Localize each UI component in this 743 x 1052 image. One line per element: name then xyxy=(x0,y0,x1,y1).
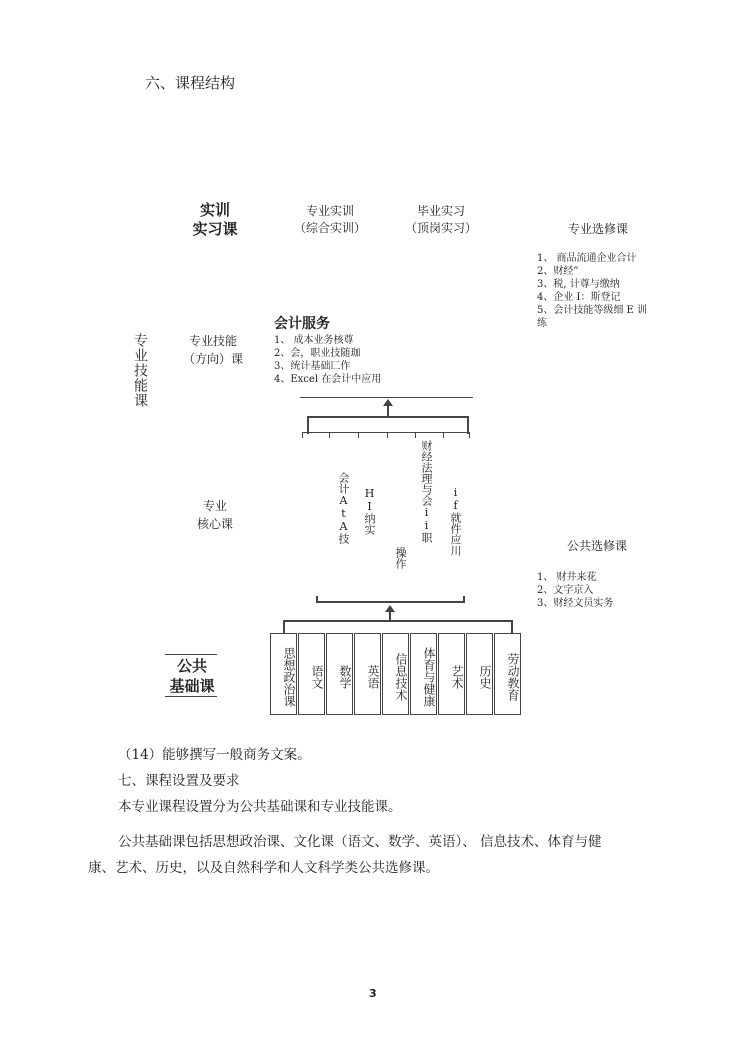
text-line-public-basic-2: 康、艺术、历史，以及自然科学和人文科学类公共选修课。 xyxy=(88,860,439,876)
text-line-public-basic-1: 公共基础课包括思想政治课、文化课（语文、数学、英语）、 信息技术、体育与健 xyxy=(118,834,602,850)
basic-bracket-right xyxy=(511,620,513,634)
subject-box-politics: 思想政治课 xyxy=(270,633,297,715)
practice-item-internship-line1: 毕业实习 xyxy=(416,204,465,218)
lower-bracket-left xyxy=(316,596,318,603)
major-elective-item: 1、 商品流通企业合计 xyxy=(537,253,637,264)
public-basic-line2: 基础课 xyxy=(169,677,215,695)
major-elective-item: 练 xyxy=(537,318,547,329)
lower-bracket-right xyxy=(463,596,465,603)
accounting-service-item: 4、Excel 在会计中应用 xyxy=(274,374,382,385)
core-course-label xyxy=(180,497,250,533)
section-heading: 六、课程结构 xyxy=(145,74,236,92)
public-elective-list xyxy=(537,571,613,610)
major-skill-course-label: 专业技能课 xyxy=(132,333,148,408)
skill-direction-line2: （方向）课 xyxy=(182,352,243,366)
lower-arrow-head xyxy=(385,605,395,612)
skill-direction-label xyxy=(178,332,248,368)
subject-box-history: 历史 xyxy=(466,633,493,715)
top-bracket-line xyxy=(300,397,473,398)
major-elective-item: 5、会计技能等级细 E 训 xyxy=(537,305,648,316)
public-basic-line1: 公共 xyxy=(176,657,207,675)
basic-bracket-left xyxy=(283,620,285,634)
subject-box-pe-health: 体育与健康 xyxy=(410,633,437,715)
major-elective-list xyxy=(537,252,647,330)
accounting-service-item: 2、会，职业技随珈 xyxy=(274,348,361,359)
public-basic-label xyxy=(160,656,224,696)
page-number: 3 xyxy=(369,987,377,1000)
small-box-divider xyxy=(415,432,416,438)
core-course-line2: 核心课 xyxy=(196,517,233,531)
accounting-service-item: 3、统计基础匚作 xyxy=(274,361,351,372)
public-basic-top-rule xyxy=(165,654,217,655)
practice-course-label xyxy=(180,201,250,239)
accounting-service-title: 会计服务 xyxy=(274,316,330,332)
core-item-accounting: 会计AtA技 xyxy=(337,472,350,544)
text-line-ability-14: （14）能够撰写一般商务文案。 xyxy=(118,747,311,763)
lower-bracket-bar xyxy=(316,601,464,603)
major-elective-item: 2、财经” xyxy=(537,266,579,277)
practice-item-internship-line2: （顶岗实习） xyxy=(404,221,477,235)
core-course-line1: 专业 xyxy=(202,499,227,513)
subject-box-art: 艺术 xyxy=(438,633,465,715)
practice-item-training-line2: （综合实训） xyxy=(293,221,366,235)
small-box-divider xyxy=(469,432,470,438)
basic-bracket-bar xyxy=(283,620,512,622)
major-elective-item: 4、企业 I：斯登记 xyxy=(537,292,621,303)
small-box-divider xyxy=(387,432,388,438)
small-box-divider xyxy=(443,432,444,438)
small-box-divider xyxy=(329,432,330,438)
public-elective-title: 公共选修课 xyxy=(567,539,628,553)
small-box-divider xyxy=(358,432,359,438)
upper-arrow-head xyxy=(383,399,393,406)
accounting-service-list xyxy=(274,334,381,386)
public-basic-bottom-rule xyxy=(165,696,217,697)
subject-box-it: 信息技术 xyxy=(382,633,409,715)
practice-item-training xyxy=(285,203,375,237)
small-box-top xyxy=(302,432,470,433)
core-item-tax: HI纳实 xyxy=(363,487,376,535)
major-elective-title: 专业选修课 xyxy=(568,222,629,236)
small-box-divider xyxy=(302,432,303,438)
section-heading-seven: 七、课程设置及要求 xyxy=(118,773,240,789)
practice-course-line1: 实训 xyxy=(199,201,230,219)
public-elective-item: 2、文字京入 xyxy=(537,585,594,596)
practice-item-internship xyxy=(396,203,486,237)
public-elective-item: 3、财经文员实务 xyxy=(537,598,614,609)
core-item-operation: 操作 xyxy=(394,547,407,569)
skill-direction-line1: 专业技能 xyxy=(188,334,237,348)
lower-arrow-shaft xyxy=(389,612,391,620)
core-item-law: 财经法理与会ii职 xyxy=(420,440,433,543)
subject-box-math: 数学 xyxy=(326,633,353,715)
core-item-software: if就件应川 xyxy=(449,486,462,556)
major-elective-item: 3、税, 计尊与缴纳 xyxy=(537,279,620,290)
subject-box-chinese: 语文 xyxy=(298,633,325,715)
subject-box-english: 英语 xyxy=(354,633,381,715)
public-elective-item: 1、 财井来花 xyxy=(537,572,597,583)
practice-course-line2: 实习课 xyxy=(192,220,238,238)
text-line-course-setup: 本专业课程设置分为公共基础课和专业技能课。 xyxy=(118,799,402,815)
accounting-service-item: 1、 成本业务核尊 xyxy=(274,335,354,346)
upper-bracket-bar xyxy=(307,416,468,418)
practice-item-training-line1: 专业实训 xyxy=(305,204,354,218)
subject-box-labor-education: 劳动教育 xyxy=(494,633,521,715)
